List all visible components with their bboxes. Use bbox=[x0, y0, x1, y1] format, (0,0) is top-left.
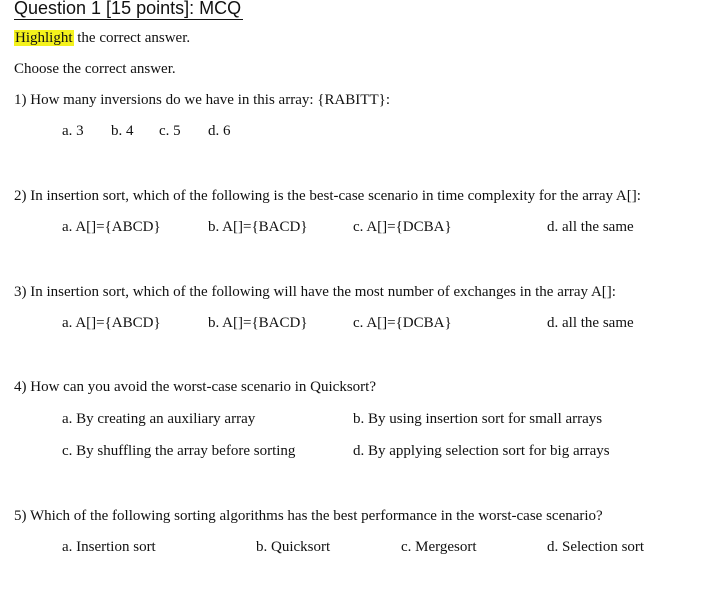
q5-option-c[interactable]: c. Mergesort bbox=[401, 539, 477, 555]
q3-option-b[interactable]: b. A[]={BACD} bbox=[208, 315, 308, 331]
question-3-text: 3) In insertion sort, which of the following will have the most number of exchanges in the array A[]: bbox=[14, 284, 616, 300]
q1-option-c[interactable]: c. 5 bbox=[159, 123, 181, 139]
q2-option-b[interactable]: b. A[]={BACD} bbox=[208, 219, 308, 235]
q5-option-a[interactable]: a. Insertion sort bbox=[62, 539, 156, 555]
q4-option-a[interactable]: a. By creating an auxiliary array bbox=[62, 411, 256, 427]
q1-option-b[interactable]: b. 4 bbox=[111, 123, 134, 139]
q5-option-b[interactable]: b. Quicksort bbox=[256, 539, 331, 555]
question-heading: Question 1 [15 points]: MCQ bbox=[14, 0, 243, 20]
question-2-text: 2) In insertion sort, which of the following is the best-case scenario in time complexity for the array A[]: bbox=[14, 188, 641, 204]
instruction-text: the correct answer. bbox=[73, 30, 191, 46]
q4-option-b[interactable]: b. By using insertion sort for small arrays bbox=[353, 411, 603, 427]
q1-option-a[interactable]: a. 3 bbox=[62, 123, 84, 139]
instruction-line bbox=[14, 29, 190, 47]
question-1-text: 1) How many inversions do we have in this array: {RABITT}: bbox=[14, 92, 390, 108]
q1-option-d[interactable]: d. 6 bbox=[208, 123, 231, 139]
q2-option-a[interactable]: a. A[]={ABCD} bbox=[62, 219, 161, 235]
q2-option-d[interactable]: d. all the same bbox=[547, 219, 634, 235]
q4-option-d[interactable]: d. By applying selection sort for big arrays bbox=[353, 443, 610, 459]
q4-option-c[interactable]: c. By shuffling the array before sorting bbox=[62, 443, 296, 459]
q5-option-d[interactable]: d. Selection sort bbox=[547, 539, 645, 555]
q3-option-d[interactable]: d. all the same bbox=[547, 315, 634, 331]
question-4-text: 4) How can you avoid the worst-case scenario in Quicksort? bbox=[14, 379, 376, 395]
q3-option-c[interactable]: c. A[]={DCBA} bbox=[353, 315, 452, 331]
q2-option-c[interactable]: c. A[]={DCBA} bbox=[353, 219, 452, 235]
subinstruction: Choose the correct answer. bbox=[14, 61, 176, 77]
highlight-word: Highlight bbox=[15, 30, 73, 46]
q3-option-a[interactable]: a. A[]={ABCD} bbox=[62, 315, 161, 331]
question-5-text: 5) Which of the following sorting algorithms has the best performance in the worst-case scenario? bbox=[14, 508, 603, 524]
